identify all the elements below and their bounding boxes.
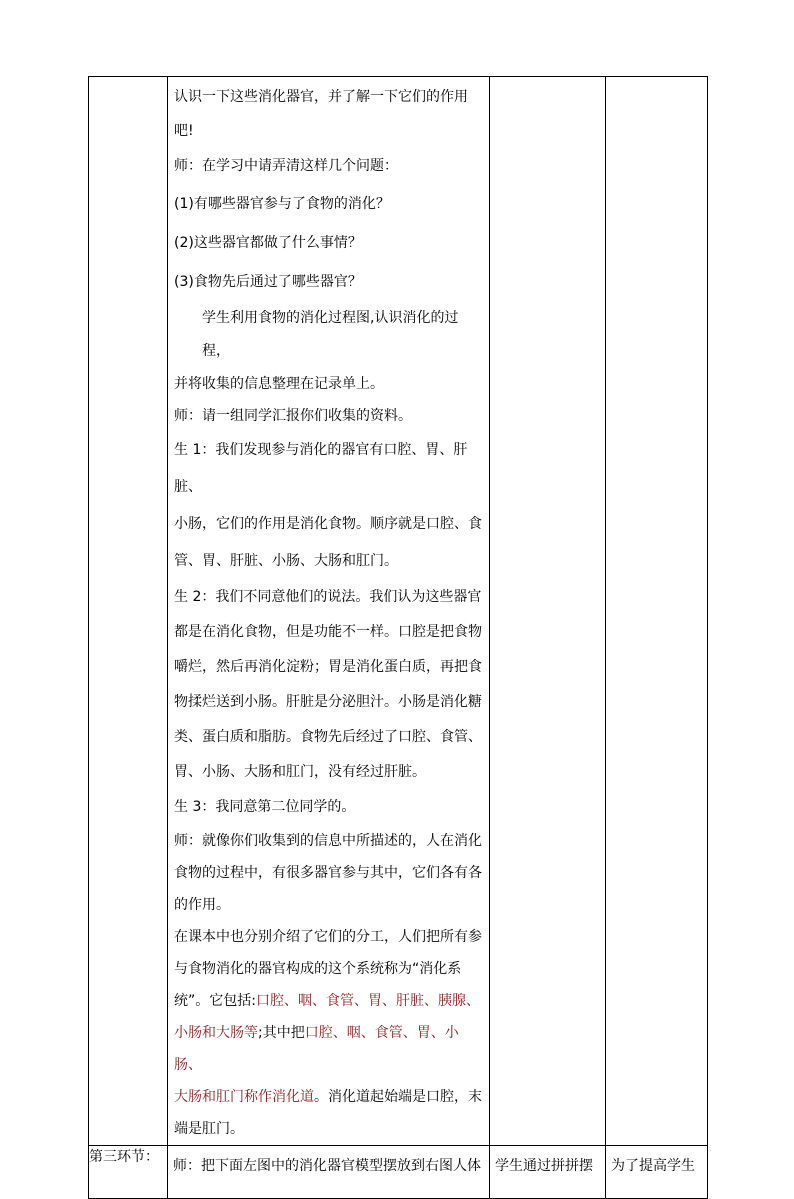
teacher-instruction: 师：把下面左图中的消化器官模型摆放到右图人体: [173, 1158, 481, 1174]
teacher-activity-cell: [168, 77, 490, 1146]
design-intent-cell: [606, 1146, 708, 1199]
question-1: (1)有哪些器官参与了食物的消化？: [174, 196, 390, 212]
paragraph-student-1: 生 1：我们发现参与消化的器官有口腔、胃、肝脏、 小肠，它们的作用是消化食物。顺序就是口腔、食 管、胃、肝脏、小肠、大肠和肛门。: [174, 442, 482, 569]
paragraph-digestive-system: 在课本中也分别介绍了它们的分工，人们把所有参 与食物消化的器官构成的这个系统称为“消化系 统”。它包括:口腔、咽、食管、胃、肝脏、胰腺、 小肠和大肠等;其中把口腔、咽、食管、胃、小肠、 大肠和肛门称作消化道。消化道起始端是口腔，末 端是肛门。: [174, 929, 482, 1137]
teacher-activity-cell: [168, 1146, 490, 1199]
lesson-plan-table: [88, 76, 708, 1199]
stage-label: 第三环节：: [89, 1146, 168, 1199]
paragraph-student-3: 生 3：我同意第二位同学的。: [174, 799, 356, 815]
design-intent-cell: [606, 77, 708, 1146]
paragraph-teacher-report: 师：请一组同学汇报你们收集的资料。: [174, 408, 412, 424]
design-intent: 为了提高学生: [611, 1158, 695, 1174]
question-2: (2)这些器官都做了什么事情？: [174, 235, 362, 251]
student-activity-cell: [490, 77, 606, 1146]
table-row: [89, 77, 708, 1146]
paragraph-student-activity: 学生利用食物的消化过程图,认识消化的过程， 并将收集的信息整理在记录单上。: [174, 310, 459, 392]
paragraph-student-2: 生 2：我们不同意他们的说法。我们认为这些器官 都是在消化食物，但是功能不一样。口腔是把食物 嚼烂，然后再消化淀粉；胃是消化蛋白质，再把食 物揉烂送到小肠。肝脏是分泌胆汁。小肠是消化糖 类、蛋白质和脂肪。食物先后经过了口腔、食管、 胃、小肠、大肠和肛门，没有经过肝脏。: [174, 589, 482, 780]
question-3: (3)食物先后通过了哪些器官？: [174, 274, 362, 290]
stage-label-cell: [89, 77, 168, 1146]
student-activity-cell: [490, 1146, 606, 1199]
paragraph-teacher-summary: 师：就像你们收集到的信息中所描述的，人在消化 食物的过程中，有很多器官参与其中，它们各有各 的作用。: [174, 833, 482, 913]
paragraph-intro: 认识一下这些消化器官，并了解一下它们的作用 吧!: [174, 89, 468, 139]
student-activity: 学生通过拼拼摆: [495, 1158, 593, 1174]
highlighted-organs: 口腔、咽、食管、胃、肝脏、胰腺、: [255, 993, 480, 1009]
paragraph-teacher-question: 师：在学习中请弄清这样几个问题：: [174, 158, 398, 174]
table-row: [89, 1146, 708, 1199]
